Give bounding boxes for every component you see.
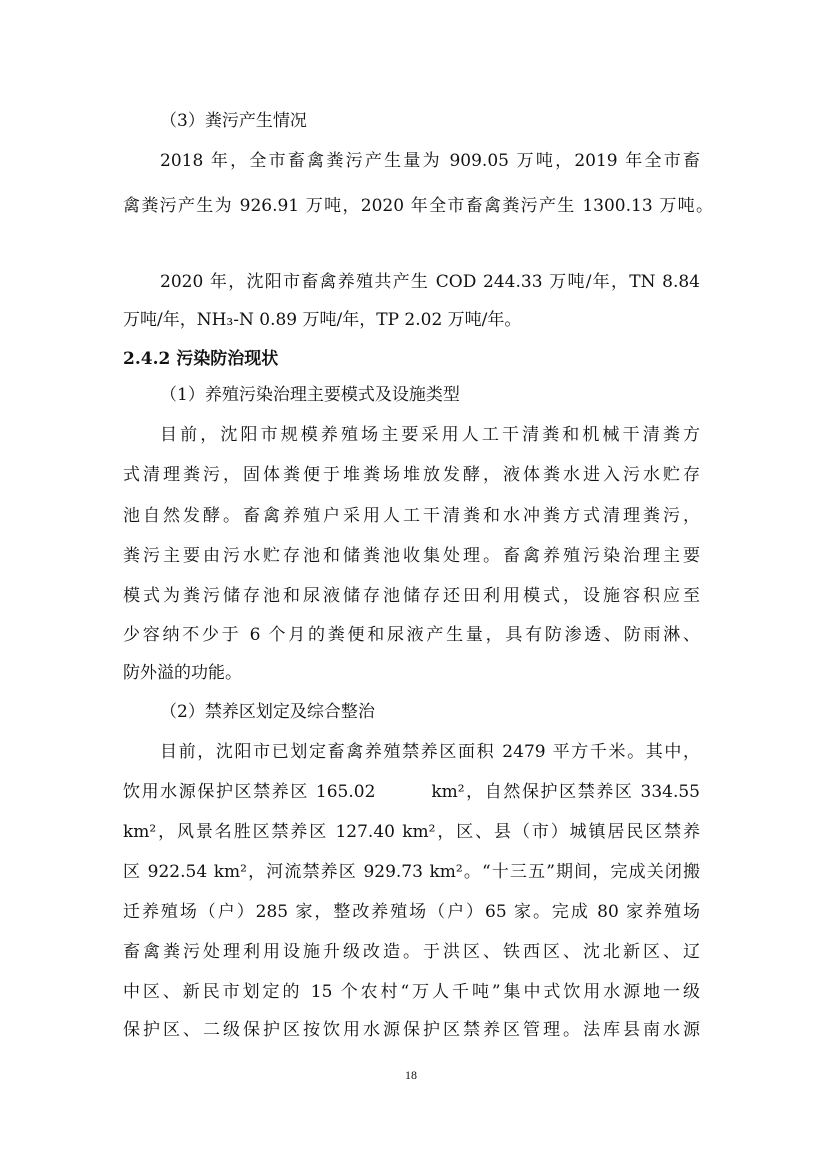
paragraph-line: 目前，沈阳市规模养殖场主要采用人工干清粪和机械干清粪方 xyxy=(160,425,700,445)
paragraph-line: 模式为粪污储存池和尿液储存池储存还田利用模式，设施容积应至 xyxy=(123,586,700,606)
paragraph-line: 目前，沈阳市已划定畜禽养殖禁养区面积 2479 平方千米。其中， xyxy=(160,742,700,762)
paragraph-line: 2020 年，沈阳市畜禽养殖共产生 COD 244.33 万吨/年，TN 8.84 xyxy=(160,272,700,292)
paragraph-line: 畜禽粪污处理利用设施升级改造。于洪区、铁西区、沈北新区、辽 xyxy=(123,942,700,962)
paragraph-line: 区 922.54 km²，河流禁养区 929.73 km²。“十三五”期间，完成关闭搬 xyxy=(123,862,700,882)
paragraph-line: km²，风景名胜区禁养区 127.40 km²，区、县（市）城镇居民区禁养 xyxy=(123,822,700,842)
paragraph-line: 粪污主要由污水贮存池和储粪池收集处理。畜禽养殖污染治理主要 xyxy=(123,546,700,566)
paragraph-line: 禽粪污产生为 926.91 万吨，2020 年全市畜禽粪污产生 1300.13 万吨。 xyxy=(123,196,713,216)
page-number: 18 xyxy=(405,1068,417,1082)
paragraph-line: 中区、新民市划定的 15 个农村“万人千吨”集中式饮用水源地一级 xyxy=(123,982,700,1002)
paragraph-line: 饮用水源保护区禁养区 165.02 km²，自然保护区禁养区 334.55 xyxy=(123,782,700,802)
paragraph-line: 少容纳不少于 6 个月的粪便和尿液产生量，具有防渗透、防雨淋、 xyxy=(123,625,700,645)
paragraph-line: 式清理粪污，固体粪便于堆粪场堆放发酵，液体粪水进入污水贮存 xyxy=(123,465,700,485)
paragraph-line: 池自然发酵。畜禽养殖户采用人工干清粪和水冲粪方式清理粪污， xyxy=(123,506,700,526)
paragraph-line: 防外溢的功能。 xyxy=(123,663,242,683)
paragraph-line: 保护区、二级保护区按饮用水源保护区禁养区管理。法库县南水源 xyxy=(123,1020,700,1040)
section-3-title: （3）粪污产生情况 xyxy=(160,111,307,131)
paragraph-line: 迁养殖场（户）285 家，整改养殖场（户）65 家。完成 80 家养殖场 xyxy=(123,902,700,922)
paragraph-line: 万吨/年，NH₃-N 0.89 万吨/年，TP 2.02 万吨/年。 xyxy=(123,310,522,330)
section-heading: 2.4.2 污染防治现状 xyxy=(123,349,279,369)
paragraph-line: 2018 年，全市畜禽粪污产生量为 909.05 万吨，2019 年全市畜 xyxy=(160,151,700,171)
subsection-2-title: （2）禁养区划定及综合整治 xyxy=(160,702,375,722)
subsection-1-title: （1）养殖污染治理主要模式及设施类型 xyxy=(160,385,460,405)
